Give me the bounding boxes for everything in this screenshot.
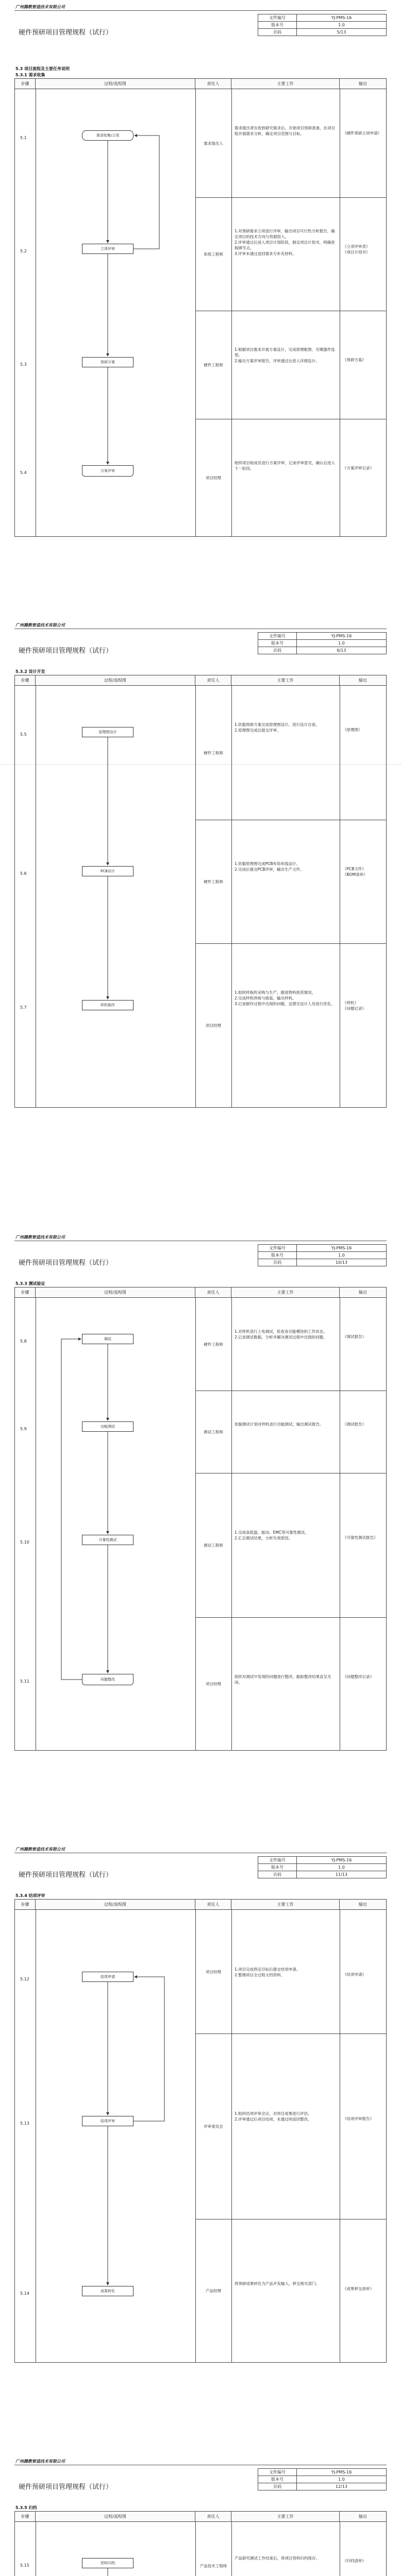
company-name: 广州腾教智造技术有限公司 [15, 623, 65, 628]
flow-box: PCB设计 [82, 866, 133, 876]
doc-no-label: 文件编号 [258, 633, 297, 640]
col-output: 输出 [340, 675, 386, 686]
step-number: 5.7 [20, 1005, 27, 1010]
section-title: 5.3 项目流程及主要任务说明 [15, 66, 70, 71]
doc-info-table [258, 2468, 387, 2490]
doc-title: 硬件预研项目管理规程（试行） [19, 2483, 113, 2491]
content-cell: 组织对测试中发现的问题进行整改，跟踪整改结果直至关闭。 [235, 1674, 331, 1685]
header-rule [14, 10, 387, 11]
page-value: 6/13 [297, 647, 387, 654]
col-output: 输出 [340, 1287, 386, 1298]
doc-info-table [258, 1244, 387, 1266]
col-owner: 责任人 [195, 1900, 231, 1910]
page-value: 10/13 [297, 1259, 387, 1266]
page-value: 12/13 [297, 2483, 387, 2490]
version-label: 版本号 [258, 1252, 297, 1259]
owner-cell: 测试工程师 [204, 1543, 223, 1548]
doc-no-value: YJ-PMS-16 [297, 1857, 387, 1864]
content-cell: 依据测试计划对样机进行功能测试，输出测试报告。 [235, 1422, 324, 1427]
col-output: 输出 [340, 1900, 386, 1910]
col-content: 主要工作 [231, 79, 340, 89]
flow-box: 调试 [82, 1334, 133, 1344]
version-value: 1.0 [297, 22, 387, 29]
doc-no-label: 文件编号 [258, 2469, 297, 2476]
output-cell: 《硬件预研立项申请》 [343, 131, 381, 135]
output-cell: 《原理图》 [343, 727, 362, 732]
flow-table [14, 2511, 387, 2576]
flow-box: 结项评审 [82, 2116, 133, 2126]
owner-cell: 产品技术工程师 [199, 2563, 227, 2568]
page-label: 页码 [258, 1871, 297, 1878]
col-content: 主要工作 [231, 2512, 340, 2522]
page-label: 页码 [258, 29, 297, 36]
col-step: 步骤 [15, 2512, 36, 2522]
page-label: 页码 [258, 1259, 297, 1266]
flow-box: 原理图设计 [82, 727, 133, 737]
subsection-title: 5.3.4 结项评审 [15, 1893, 45, 1898]
owner-cell: 硬件工程师 [204, 362, 223, 367]
col-flow: 过程/流程图 [36, 675, 195, 686]
col-flow: 过程/流程图 [36, 1287, 195, 1298]
version-value: 1.0 [297, 1864, 387, 1871]
owner-cell: 项目经理 [206, 1023, 221, 1028]
step-number: 5.11 [20, 1679, 29, 1684]
owner-cell: 硬件工程师 [204, 879, 223, 884]
output-cell: 《方案评审记录》 [343, 466, 374, 470]
output-cell: 《归档清单》 [343, 2558, 366, 2563]
output-cell: 《预研方案》 [343, 358, 366, 362]
flow-table [14, 675, 387, 1108]
step-number: 5.15 [20, 2563, 29, 2568]
step-number: 5.6 [20, 871, 27, 876]
output-cell: 《立项评审表》 《项目计划书》 [343, 244, 370, 255]
doc-info-table [258, 1856, 387, 1878]
col-step: 步骤 [15, 1900, 36, 1910]
content-cell: 组织项目组成员进行方案评审，记录评审意见，确认后进入下一阶段。 [235, 461, 335, 471]
subsection-title: 5.3.2 设计开发 [15, 669, 45, 674]
doc-no-value: YJ-PMS-16 [297, 1245, 387, 1252]
doc-no-label: 文件编号 [258, 1245, 297, 1252]
col-content: 主要工作 [231, 1287, 340, 1298]
doc-no-value: YJ-PMS-16 [297, 14, 387, 22]
doc-title: 硬件预研项目管理规程（试行） [19, 647, 113, 655]
content-cell: 需求提出者在收到研究需求后，开始项目预研准备，在项目组开展需求分析，确定项目范围与目标。 [235, 126, 335, 136]
step-number: 5.3 [20, 362, 27, 367]
version-value: 1.0 [297, 640, 387, 647]
doc-no-label: 文件编号 [258, 1857, 297, 1864]
output-cell: 《样机》 《问题记录》 [343, 1001, 366, 1011]
page-label: 页码 [258, 647, 297, 654]
col-output: 输出 [340, 2512, 386, 2522]
step-number: 5.13 [20, 2121, 29, 2126]
step-number: 5.14 [20, 2291, 29, 2296]
col-step: 步骤 [15, 675, 36, 686]
doc-title: 硬件预研项目管理规程（试行） [19, 1871, 113, 1879]
company-name: 广州腾教智造技术有限公司 [15, 1235, 65, 1240]
content-cell: 产品研究测试工作结束后，将项目资料归档保存。 [235, 2556, 320, 2561]
output-cell: 《调试报告》 [343, 1334, 366, 1339]
version-label: 版本号 [258, 2476, 297, 2483]
flow-box: 立项评审 [82, 244, 133, 254]
col-owner: 责任人 [195, 79, 231, 89]
company-name: 广州腾教智造技术有限公司 [15, 5, 65, 9]
col-content: 主要工作 [231, 1900, 340, 1910]
col-content: 主要工作 [231, 675, 340, 686]
version-label: 版本号 [258, 1864, 297, 1871]
owner-cell: 项目经理 [206, 475, 221, 480]
step-number: 5.10 [20, 1540, 29, 1545]
flow-connectors [15, 79, 386, 536]
flow-box: 预研方案 [82, 357, 133, 367]
content-cell: 将预研成果转化为产品开发输入，移交相关部门。 [235, 2281, 320, 2286]
owner-cell: 项目经理 [206, 1969, 221, 1974]
flow-box: 需求收集/立项 [82, 130, 133, 141]
flow-box: 方案评审 [82, 465, 133, 477]
version-value: 1.0 [297, 2476, 387, 2483]
content-cell: 1.项目完成预定目标后提交结项申请。 2.整理项目全过程文档资料。 [235, 1967, 300, 1977]
content-cell: 1.组织结项评审会议，对项目成果进行评估。 2.评审通过后项目结项，未通过则返回整改。 [235, 2111, 312, 2122]
page-label: 页码 [258, 2483, 297, 2490]
output-cell: 《可靠性测试报告》 [343, 1535, 378, 1540]
flow-table [14, 78, 387, 537]
doc-info-table [258, 632, 387, 654]
step-number: 5.9 [20, 1427, 27, 1431]
output-cell: 《问题整改记录》 [343, 1674, 374, 1679]
step-number: 5.8 [20, 1339, 27, 1344]
owner-cell: 需求提出人 [204, 141, 223, 146]
content-cell: 1.对预研需求立项进行评审，输出项目可行性分析报告，确定项目的技术方向与资源投入。 2.评审通过后进入项目计划阶段，制定项目计划书，明确里程碑节点。 3.评审未通过返回需求方补充材料。 [235, 229, 335, 256]
step-number: 5.1 [20, 135, 27, 140]
doc-no-value: YJ-PMS-16 [297, 633, 387, 640]
version-label: 版本号 [258, 22, 297, 29]
owner-cell: 硬件工程师 [204, 750, 223, 755]
step-number: 5.12 [20, 1977, 29, 1981]
output-cell: 《结项评审报告》 [343, 2116, 374, 2121]
flow-connectors [15, 2512, 386, 2576]
subsection-title: 5.3.1 需求收集 [15, 73, 45, 77]
flow-connectors [15, 1900, 386, 2362]
flow-box: 问题整改 [82, 1674, 133, 1685]
flow-connectors [15, 675, 386, 1107]
flow-box: 成果转化 [82, 2286, 133, 2296]
step-number: 5.4 [20, 470, 27, 475]
flow-box: 结项申请 [82, 1972, 133, 1982]
owner-cell: 系统工程师 [204, 251, 223, 257]
step-number: 5.2 [20, 249, 27, 253]
output-cell: 《成果移交清单》 [343, 2286, 374, 2291]
version-label: 版本号 [258, 640, 297, 647]
col-step: 步骤 [15, 79, 36, 89]
col-owner: 责任人 [195, 2512, 231, 2522]
content-cell: 1.根据项目需求开展方案设计，完成原理框图、关键器件选型。 2.输出方案评审报告，评审通过后进入详细设计。 [235, 347, 335, 363]
col-step: 步骤 [15, 1287, 36, 1298]
content-cell: 1.完成高低温、振动、EMC等可靠性测试。 2.汇总测试结果，分析失效原因。 [235, 1530, 309, 1540]
col-output: 输出 [340, 79, 386, 89]
version-value: 1.0 [297, 1252, 387, 1259]
content-cell: 1.组织样板的采购与生产，跟进物料到货情况。 2.完成样机焊接与组装，输出样机。 3.记录制作过程中出现的问题，反馈至设计人员进行优化。 [235, 990, 335, 1006]
col-owner: 责任人 [195, 675, 231, 686]
flow-table [14, 1899, 387, 2363]
content-cell: 1.对样机进行上电调试，检查各功能模块的工作状态。 2.记录调试数据，分析并解决调试过程中出现的问题。 [235, 1329, 327, 1340]
content-cell: 1.依据原理图完成PCB布局布线设计。 2.完成后提交PCB评审，输出生产文件。 [235, 861, 304, 872]
content-cell: 1.依据预研方案完成原理图设计，进行设计自查。 2.原理图完成后提交评审。 [235, 722, 320, 733]
page-value: 11/13 [297, 1871, 387, 1878]
subsection-title: 5.3.3 测试验证 [15, 1281, 45, 1286]
page-value: 5/13 [297, 29, 387, 36]
subsection-title: 5.3.5 归档 [15, 2505, 37, 2510]
owner-cell: 产品经理 [206, 2288, 221, 2293]
owner-cell: 测试工程师 [204, 1429, 223, 1434]
step-number: 5.5 [20, 732, 27, 737]
doc-title: 硬件预研项目管理规程（试行） [19, 1259, 113, 1267]
output-cell: 《结项申请》 [343, 1972, 366, 1977]
doc-title: 硬件预研项目管理规程（试行） [19, 29, 113, 37]
company-name: 广州腾教智造技术有限公司 [15, 1847, 65, 1852]
col-flow: 过程/流程图 [36, 2512, 195, 2522]
owner-cell: 项目经理 [206, 1681, 221, 1686]
company-name: 广州腾教智造技术有限公司 [15, 2459, 65, 2464]
doc-info-table [258, 14, 387, 36]
owner-cell: 评审委员会 [204, 2124, 223, 2129]
flow-connectors [15, 1287, 386, 1750]
doc-no-value: YJ-PMS-16 [297, 2469, 387, 2476]
page-5 [0, 2448, 401, 2576]
owner-cell: 硬件工程师 [204, 1342, 223, 1347]
col-owner: 责任人 [195, 1287, 231, 1298]
flow-box: 样机制作 [82, 1000, 133, 1010]
output-cell: 《PCB文件》 《BOM清单》 [343, 867, 367, 877]
flow-table [14, 1287, 387, 1751]
output-cell: 《测试报告》 [343, 1422, 366, 1427]
flow-box: 可靠性测试 [82, 1535, 133, 1545]
col-flow: 过程/流程图 [36, 79, 195, 89]
flow-box: 资料归档 [82, 2558, 133, 2568]
col-flow: 过程/流程图 [36, 1900, 195, 1910]
flow-box: 功能测试 [82, 1421, 133, 1432]
doc-no-label: 文件编号 [258, 14, 297, 22]
